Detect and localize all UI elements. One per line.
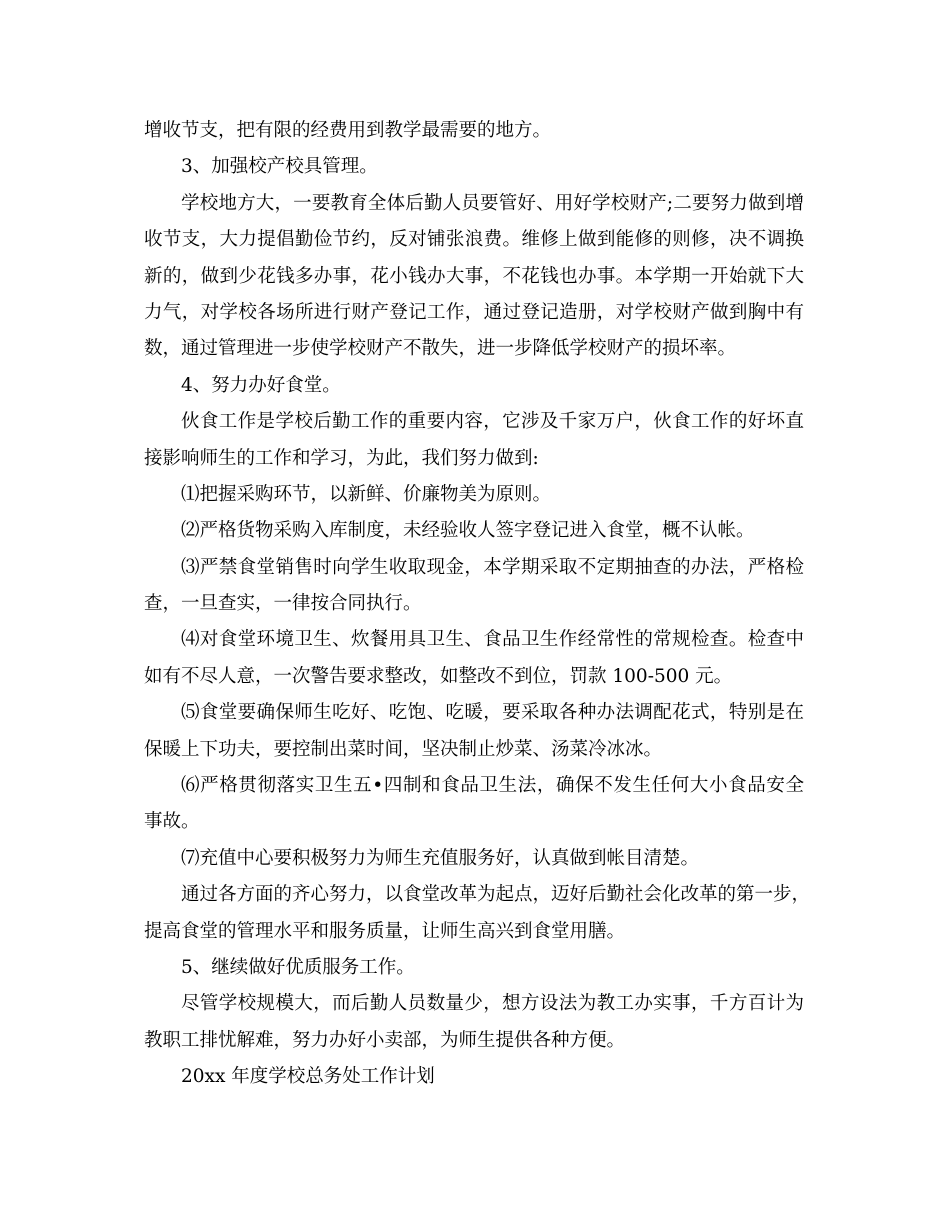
text-line: 保暖上下功夫，要控制出菜时间，坚决制止炒菜、汤菜冷冰冰。 [144,738,663,760]
text-line: 事故。 [144,811,200,833]
text-line: 新的，做到少花钱多办事，花小钱办大事，不花钱也办事。本学期一开始就下大 [144,265,804,287]
section-heading: 4、努力办好食堂。 [181,374,341,396]
list-item: ⑵严格货物采购入库制度，未经验收人签字登记进入食堂，概不认帐。 [181,520,755,542]
list-item: ⑷对食堂环境卫生、炊餐用具卫生、食品卫生作经常性的常规检查。检查中 [181,629,804,651]
list-item: ⑹严格贯彻落实卫生五•四制和食品卫生法，确保不发生任何大小食品安全 [181,775,804,797]
text-line: 教职工排忧解难，努力办好小卖部，为师生提供各种方便。 [144,1029,626,1051]
section-heading: 3、加强校产校具管理。 [181,156,378,178]
list-item: ⑸食堂要确保师生吃好、吃饱、吃暖，要采取各种办法调配花式，特别是在 [181,702,804,724]
document-body [144,113,811,1096]
text-line: 伙食工作是学校后勤工作的重要内容，它涉及千家万户，伙食工作的好坏直 [181,411,804,433]
text-line: 增收节支，把有限的经费用到教学最需要的地方。 [144,120,552,141]
text-line: 提高食堂的管理水平和服务质量，让师生高兴到食堂用膳。 [144,920,626,942]
text-line: 数，通过管理进一步使学校财产不散失，进一步降低学校财产的损坏率。 [144,338,737,360]
text-line: 力气，对学校各场所进行财产登记工作，通过登记造册，对学校财产做到胸中有 [144,301,804,323]
text-line: 学校地方大，一要教育全体后勤人员要管好、用好学校财产;二要努力做到增 [181,192,804,214]
text-line: 查，一旦查实，一律按合同执行。 [144,593,422,615]
text-line: 通过各方面的齐心努力，以食堂改革为起点，迈好后勤社会化改革的第一步， [181,884,811,906]
list-item: ⑺充值中心要积极努力为师生充值服务好，认真做到帐目清楚。 [181,847,700,869]
list-item: ⑶严禁食堂销售时向学生收取现金，本学期采取不定期抽查的办法，严格检 [181,556,804,578]
list-item: ⑴把握采购环节，以新鲜、价廉物美为原则。 [181,483,552,505]
document-title: 20xx 年度学校总务处工作计划 [181,1066,435,1088]
text-line: 如有不尽人意，一次警告要求整改，如整改不到位，罚款 100-500 元。 [144,665,733,687]
text-line: 收节支，大力提倡勤俭节约，反对铺张浪费。维修上做到能修的则修，决不调换 [144,229,804,251]
section-heading: 5、继续做好优质服务工作。 [181,956,415,978]
text-line: 接影响师生的工作和学习，为此，我们努力做到: [144,447,539,469]
text-line: 尽管学校规模大，而后勤人员数量少，想方设法为教工办实事，千方百计为 [181,993,804,1015]
